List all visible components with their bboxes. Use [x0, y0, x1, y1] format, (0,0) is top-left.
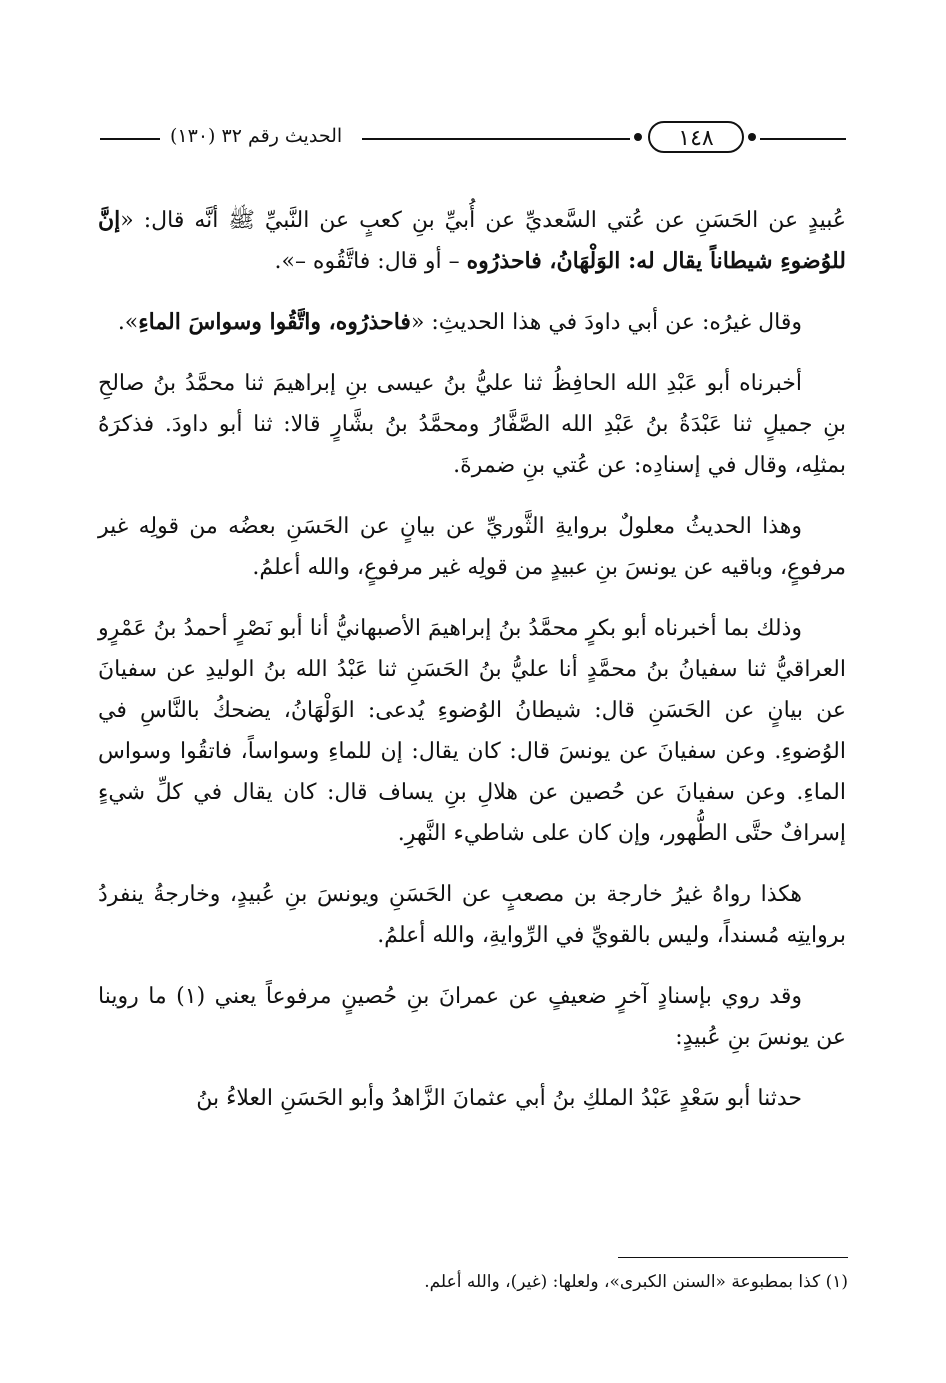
page-number: ١٤٨ — [648, 121, 744, 153]
paragraph — [98, 506, 846, 588]
paragraph — [98, 302, 846, 343]
ornament-dot-left — [634, 133, 642, 141]
header-rule-left — [100, 138, 160, 140]
hadith-text-bold: إنَّ للوُضوءِ شيطاناً يقال له: الوَلْهَانُ، فاحذرُوه — [98, 207, 846, 274]
running-title: الحديث رقم ٣٢ (١٣٠) — [170, 125, 343, 147]
hadith-text-bold: فاحذرُوه، واتَّقُوا وسواسَ الماءِ — [138, 309, 411, 335]
paragraph — [98, 363, 846, 486]
text-run: هكذا رواهُ غيرُ خارجة بن مصعبٍ عن الحَسَنِ ويونسَ بنِ عُبيدٍ، وخارجةُ ينفردُ بروايتِه مُسنداً، وليس بالقويِّ في الرِّوايةِ، والله أعلمُ. — [98, 882, 846, 948]
footnote-ref-text: (١) ما روينا عن يونسَ بنِ عُبيدٍ: — [98, 984, 846, 1050]
header-rule-middle — [362, 138, 630, 140]
paragraph — [98, 1078, 846, 1119]
paragraph — [98, 976, 846, 1058]
text-run: وقد روي بإسنادٍ آخرٍ ضعيفٍ عن عمرانَ بنِ حُصينٍ مرفوعاً يعني — [205, 984, 802, 1009]
text-run: ». — [117, 310, 139, 335]
text-run: – أو قال: فاتَّقُوه –». — [274, 249, 467, 274]
ornament-dot-right — [748, 133, 756, 141]
paragraph — [98, 608, 846, 854]
text-run: أخبرناه أبو عَبْدِ الله الحافِظُ ثنا عليُّ بنُ عيسى بنِ إبراهيمَ ثنا محمَّدُ بنُ صالحِ بنِ جميلٍ ثنا عَبْدَةُ بنُ عَبْدِ الله الصَّفَّارُ ومحمَّدُ بنُ بشَّارٍ قالا: ثنا أبو داودَ. فذكرَهُ بمثلِه، وقال في إسنادِه: عن عُتي بنِ ضمرةَ. — [98, 371, 846, 478]
text-run: عُبيدٍ عن الحَسَنِ عن عُتي السَّعديِّ عن أُبيِّ بنِ كعبٍ عن النَّبيِّ ﷺ أنَّه قال: « — [120, 208, 846, 233]
text-run: وقال غيرُه: عن أبي داودَ في هذا الحديثِ: « — [410, 310, 802, 335]
footnote-separator — [618, 1257, 848, 1258]
footnote: (١) كذا بمطبوعة «السنن الكبرى»، ولعلها: (غير)، والله أعلم. — [424, 1272, 848, 1292]
paragraph — [98, 874, 846, 956]
text-run: وذلك بما أخبرناه أبو بكرٍ محمَّدُ بنُ إبراهيمَ الأصبهانيُّ أنا أبو نَصْرٍ أحمدُ بنُ عَمْرٍو العراقيُّ ثنا سفيانُ بنُ محمَّدٍ أنا عليُّ بنُ الحَسَنِ ثنا عَبْدُ الله بنُ الوليدِ عن سفيانَ عن بيانٍ عن الحَسَنِ قال: شيطانُ الوُضوءِ يُدعى: الوَلْهَانُ، يضحكُ بالنَّاسِ في الوُضوءِ. وعن سفيانَ عن يونسَ قال: كان يقال: إن للماءِ وسواساً، فاتقُوا وسواس الماءِ. وعن سفيانَ عن حُصين عن هلالِ بنِ يساف قال: كان يقال في كلِّ شيءٍ إسرافٌ حتَّى الطُّهور، وإن كان على شاطيء النَّهرِ. — [98, 616, 846, 846]
text-run: حدثنا أبو سَعْدٍ عَبْدُ الملكِ بنُ أبي عثمانَ الزَّاهدُ وأبو الحَسَنِ العلاءُ بنُ — [196, 1086, 802, 1111]
main-text — [98, 200, 846, 1139]
page-header — [100, 118, 846, 158]
text-run: وهذا الحديثُ معلولٌ بروايةِ الثَّوريِّ عن بيانٍ عن الحَسَنِ بعضُه من قولِه غير مرفوعٍ، وباقيه عن يونسَ بنِ عبيدٍ من قولِه غير مرفوعٍ، والله أعلمُ. — [98, 514, 846, 580]
header-rule-right — [760, 138, 846, 140]
paragraph — [98, 200, 846, 282]
